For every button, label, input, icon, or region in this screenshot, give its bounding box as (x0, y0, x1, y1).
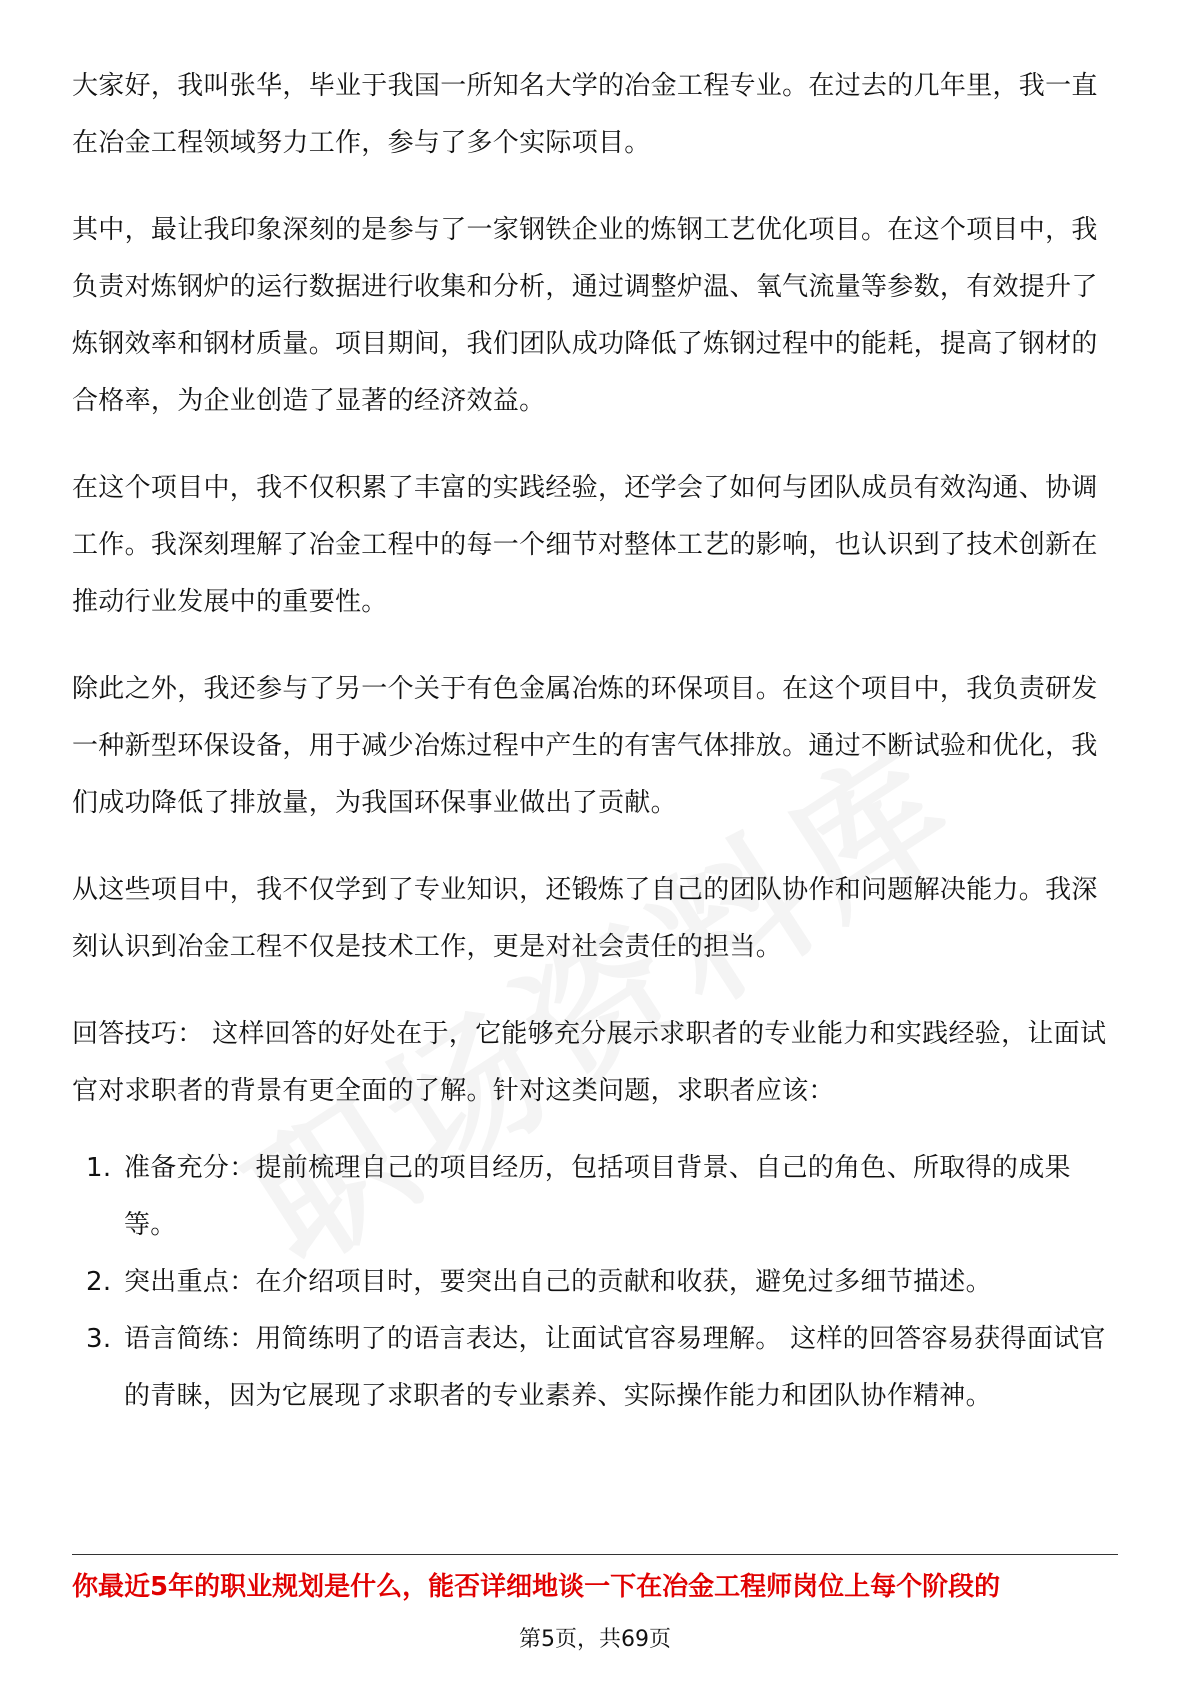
list-item (72, 1140, 1118, 1254)
paragraph-tips-intro: 回答技巧： 这样回答的好处在于，它能够充分展示求职者的专业能力和实践经验，让面试官对求职者的背景有更全面的了解。针对这类问题，求职者应该： (72, 1019, 1107, 1106)
paragraph-intro: 大家好，我叫张华，毕业于我国一所知名大学的冶金工程专业。在过去的几年里，我一直在冶金工程领域努力工作，参与了多个实际项目。 (72, 71, 1098, 158)
answer-body (72, 58, 1118, 1425)
list-number: 1. (86, 1153, 112, 1183)
paragraph-summary: 从这些项目中，我不仅学到了专业知识，还锻炼了自己的团队协作和问题解决能力。我深刻认识到冶金工程不仅是技术工作，更是对社会责任的担当。 (72, 875, 1098, 962)
list-number: 2. (86, 1267, 112, 1297)
paragraph-project-2: 除此之外，我还参与了另一个关于有色金属冶炼的环保项目。在这个项目中，我负责研发一种新型环保设备，用于减少冶炼过程中产生的有害气体排放。通过不断试验和优化，我们成功降低了排放量，为我国环保事业做出了贡献。 (72, 674, 1098, 818)
list-number: 3. (86, 1324, 112, 1354)
page-number: 第5页，共69页 (519, 1627, 671, 1652)
tips-list (72, 1140, 1118, 1425)
section-divider (72, 1554, 1118, 1555)
list-text: 突出重点：在介绍项目时，要突出自己的贡献和收获，避免过多细节描述。 (124, 1267, 992, 1297)
list-text: 语言简练：用简练明了的语言表达，让面试官容易理解。 这样的回答容易获得面试官的青睐，因为它展现了求职者的专业素养、实际操作能力和团队协作精神。 (124, 1324, 1106, 1411)
list-item (72, 1311, 1118, 1425)
paragraph-project-1: 其中，最让我印象深刻的是参与了一家钢铁企业的炼钢工艺优化项目。在这个项目中，我负责对炼钢炉的运行数据进行收集和分析，通过调整炉温、氧气流量等参数，有效提升了炼钢效率和钢材质量。项目期间，我们团队成功降低了炼钢过程中的能耗，提高了钢材的合格率，为企业创造了显著的经济效益。 (72, 215, 1098, 416)
next-question-heading: 你最近5年的职业规划是什么，能否详细地谈一下在冶金工程师岗位上每个阶段的 (72, 1572, 1001, 1602)
list-item (72, 1254, 1118, 1311)
paragraph-reflection: 在这个项目中，我不仅积累了丰富的实践经验，还学会了如何与团队成员有效沟通、协调工作。我深刻理解了冶金工程中的每一个细节对整体工艺的影响，也认识到了技术创新在推动行业发展中的重要性。 (72, 473, 1098, 617)
list-text: 准备充分：提前梳理自己的项目经历，包括项目背景、自己的角色、所取得的成果等。 (124, 1153, 1071, 1240)
